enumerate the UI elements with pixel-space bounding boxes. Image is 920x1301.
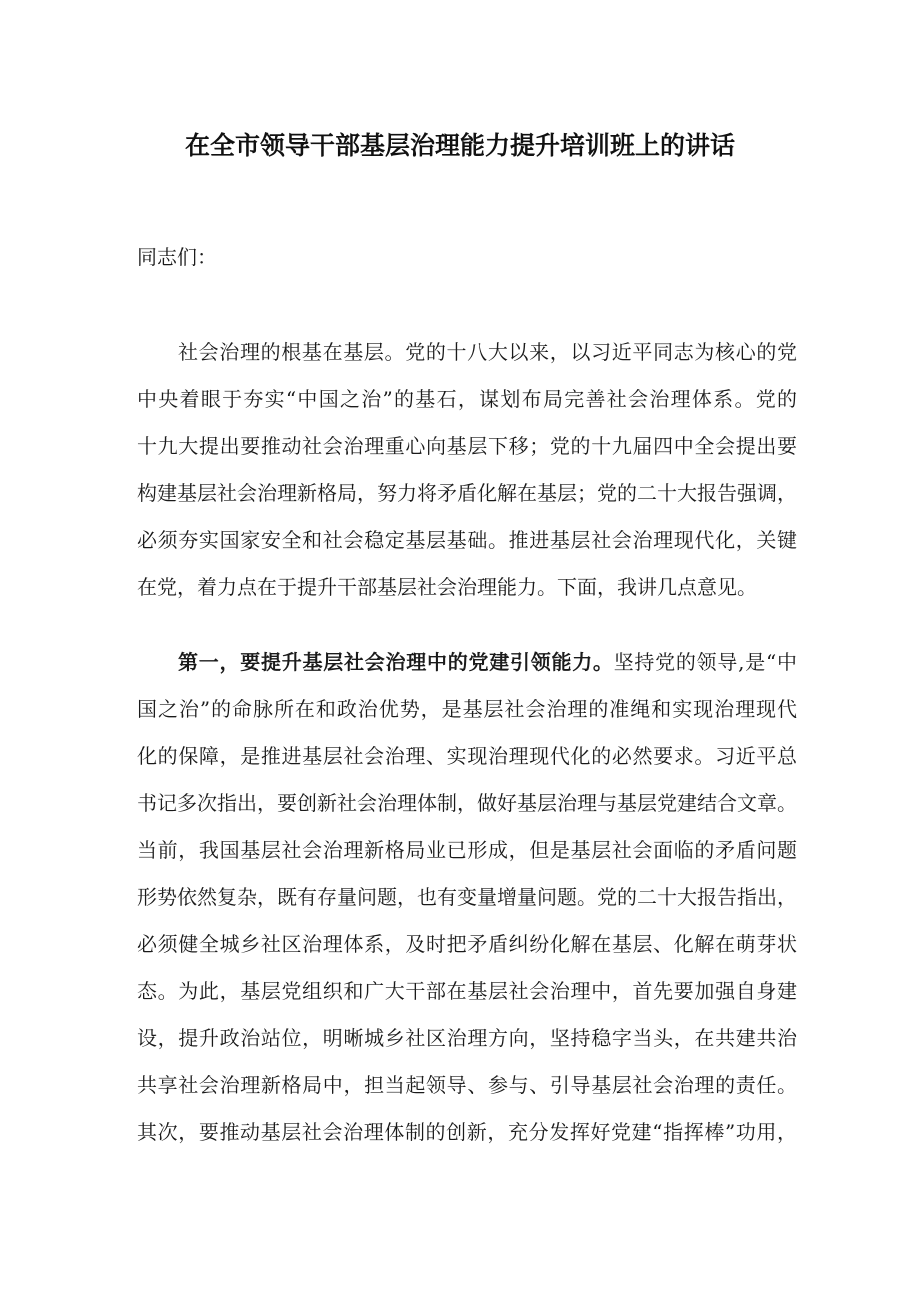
paragraph-line — [178, 646, 797, 678]
document-title: 在全市领导干部基层治理能力提升培训班上的讲话 — [184, 131, 735, 160]
paragraph-line: 构建基层社会治理新格局，努力将矛盾化解在基层；党的二十大报告强调， — [137, 481, 797, 505]
paragraph-line: 化的保障，是推进基层社会治理、实现治理现代化的必然要求。习近平总 — [137, 744, 797, 768]
paragraph-line: 当前，我国基层社会治理新格局业已形成，但是基层社会面临的矛盾问题 — [137, 838, 797, 862]
paragraph-line: 设，提升政治站位，明晰城乡社区治理方向，坚持稳字当头，在共建共治 — [137, 1026, 797, 1050]
paragraph-line: 必须健全城乡社区治理体系，及时把矛盾纠纷化解在基层、化解在萌芽状 — [137, 932, 797, 956]
paragraph-line: 书记多次指出，要创新社会治理体制，做好基层治理与基层党建结合文章。 — [137, 791, 797, 815]
paragraph-line: 社会治理的根基在基层。党的十八大以来，以习近平同志为核心的党 — [178, 340, 797, 364]
paragraph-line: 态。为此，基层党组织和广大干部在基层社会治理中，首先要加强自身建 — [137, 979, 797, 1003]
paragraph-line: 在党，着力点在于提升干部基层社会治理能力。下面，我讲几点意见。 — [137, 575, 757, 599]
section-heading: 第一，要提升基层社会治理中的党建引领能力。 — [178, 650, 614, 674]
paragraph-text: 坚持党的领导,是“中 — [613, 650, 797, 674]
paragraph-line: 共享社会治理新格局中，担当起领导、参与、引导基层社会治理的责任。 — [137, 1073, 797, 1097]
paragraph-line: 中央着眼于夯实“中国之治”的基石，谋划布局完善社会治理体系。党的 — [137, 387, 797, 411]
paragraph-line: 形势依然复杂，既有存量问题，也有变量增量问题。党的二十大报告指出， — [137, 885, 797, 909]
paragraph-line: 其次，要推动基层社会治理体制的创新，充分发挥好党建“指挥棒”功用， — [137, 1120, 797, 1144]
salutation: 同志们： — [137, 245, 217, 269]
paragraph-line: 必须夯实国家安全和社会稳定基层基础。推进基层社会治理现代化，关键 — [137, 528, 797, 552]
paragraph-line: 十九大提出要推动社会治理重心向基层下移；党的十九届四中全会提出要 — [137, 434, 797, 458]
paragraph-line: 国之治”的命脉所在和政治优势，是基层社会治理的准绳和实现治理现代 — [137, 697, 797, 721]
